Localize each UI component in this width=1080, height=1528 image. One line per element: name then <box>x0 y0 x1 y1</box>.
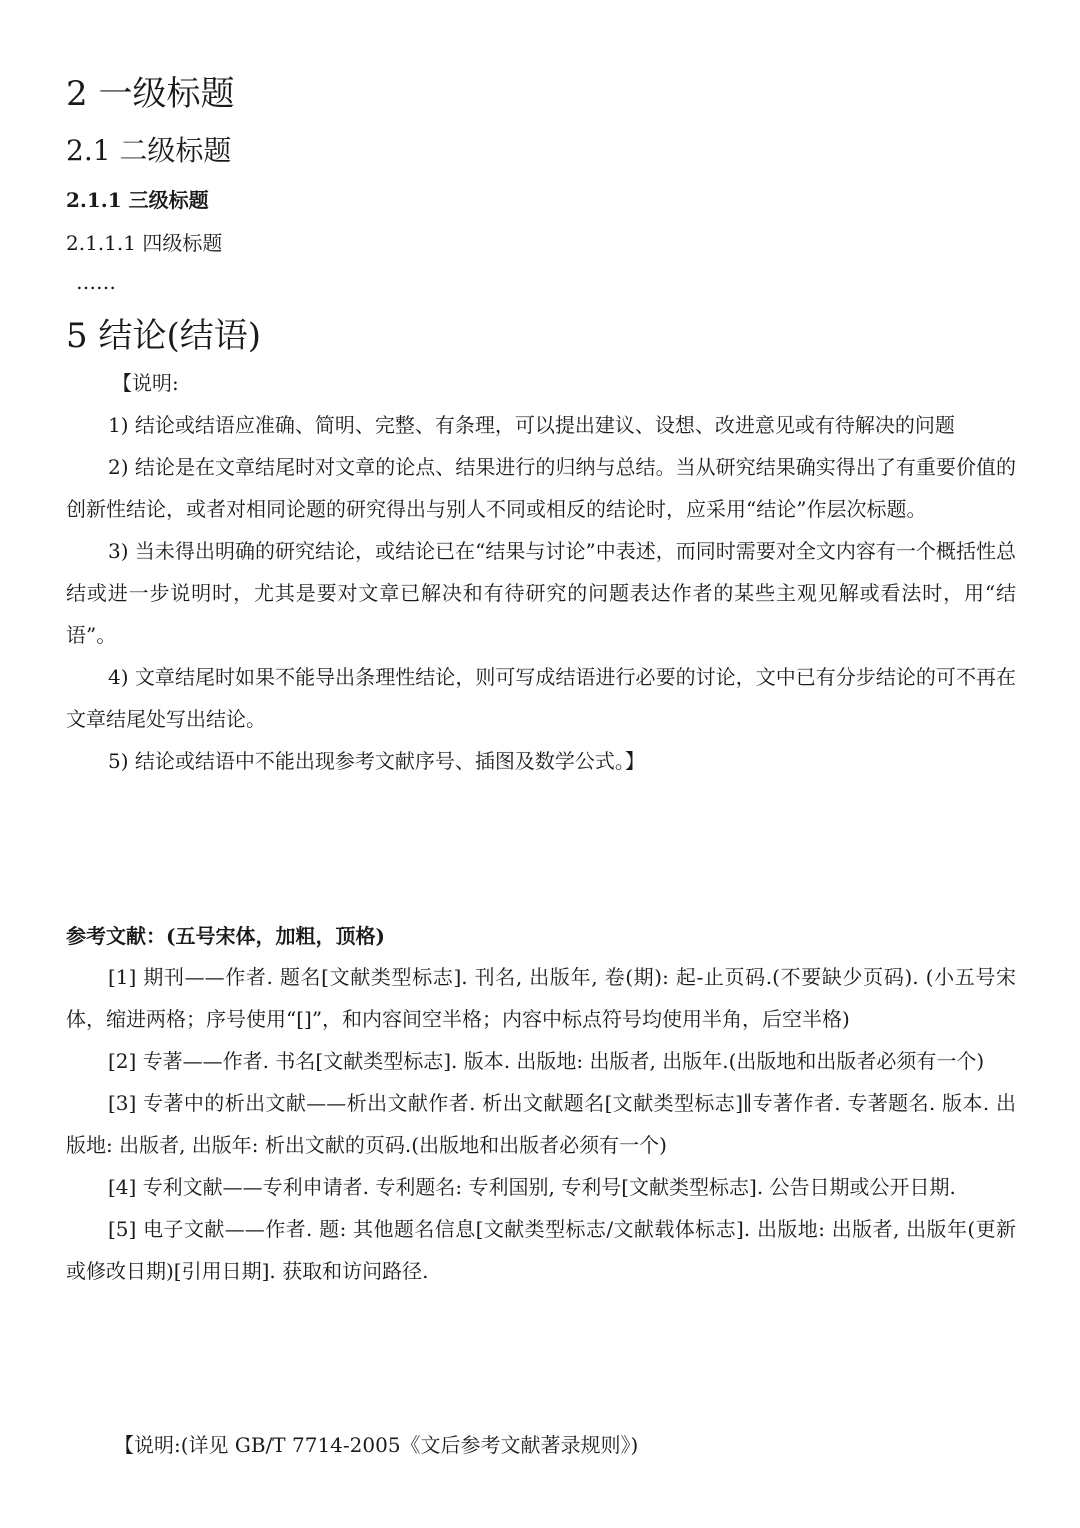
heading-level-2: 2.1 二级标题 <box>66 134 232 167</box>
references-note: 【说明:(详见 GB/T 7714-2005《文后参考文献著录规则》) <box>114 1433 639 1457</box>
note-item-1: 1) 结论或结语应准确、简明、完整、有条理，可以提出建议、设想、改进意见或有待解决的问题 <box>108 413 955 437</box>
note-item-5: 5) 结论或结语中不能出现参考文献序号、插图及数学公式。】 <box>108 749 645 773</box>
reference-item-3: [3] 专著中的析出文献——析出文献作者. 析出文献题名[文献类型标志]∥专著作者. 专著题名. 版本. 出版地: 出版者, 出版年: 析出文献的页码.(出版地和出版者必须有一个) <box>66 1091 1016 1157</box>
references-list <box>66 956 1016 1292</box>
references-title: 参考文献：(五号宋体，加粗，顶格) <box>66 924 385 948</box>
conclusion-notes <box>66 362 1016 782</box>
reference-item-5: [5] 电子文献——作者. 题: 其他题名信息[文献类型标志/文献载体标志]. 出版地: 出版者, 出版年(更新或修改日期)[引用日期]. 获取和访问路径. <box>66 1217 1016 1283</box>
reference-item-2: [2] 专著——作者. 书名[文献类型标志]. 版本. 出版地: 出版者, 出版年.(出版地和出版者必须有一个) <box>108 1049 985 1073</box>
ellipsis: …… <box>76 270 116 294</box>
notes-intro: 【说明: <box>112 371 179 395</box>
heading-level-4: 2.1.1.1 四级标题 <box>66 231 223 255</box>
heading-level-3: 2.1.1 三级标题 <box>66 188 209 212</box>
note-item-2: 2) 结论是在文章结尾时对文章的论点、结果进行的归纳与总结。当从研究结果确实得出了有重要价值的创新性结论，或者对相同论题的研究得出与别人不同或相反的结论时，应采用“结论”作层次标题。 <box>66 455 1016 521</box>
heading-level-1: 2 一级标题 <box>66 74 235 114</box>
note-item-3: 3) 当未得出明确的研究结论，或结论已在“结果与讨论”中表述，而同时需要对全文内容有一个概括性总结或进一步说明时，尤其是要对文章已解决和有待研究的问题表达作者的某些主观见解或看法时，用“结语”。 <box>66 539 1016 647</box>
reference-item-1: [1] 期刊——作者. 题名[文献类型标志]. 刊名, 出版年, 卷(期): 起-止页码.(不要缺少页码). (小五号宋体，缩进两格；序号使用“[]”，和内容间空半格；内容中标点符号均使用半角，后空半格) <box>66 965 1016 1031</box>
note-item-4: 4) 文章结尾时如果不能导出条理性结论，则可写成结语进行必要的讨论，文中已有分步结论的可不再在文章结尾处写出结论。 <box>66 665 1016 731</box>
conclusion-heading: 5 结论(结语) <box>66 316 261 356</box>
reference-item-4: [4] 专利文献——专利申请者. 专利题名: 专利国别, 专利号[文献类型标志]. 公告日期或公开日期. <box>108 1175 956 1199</box>
